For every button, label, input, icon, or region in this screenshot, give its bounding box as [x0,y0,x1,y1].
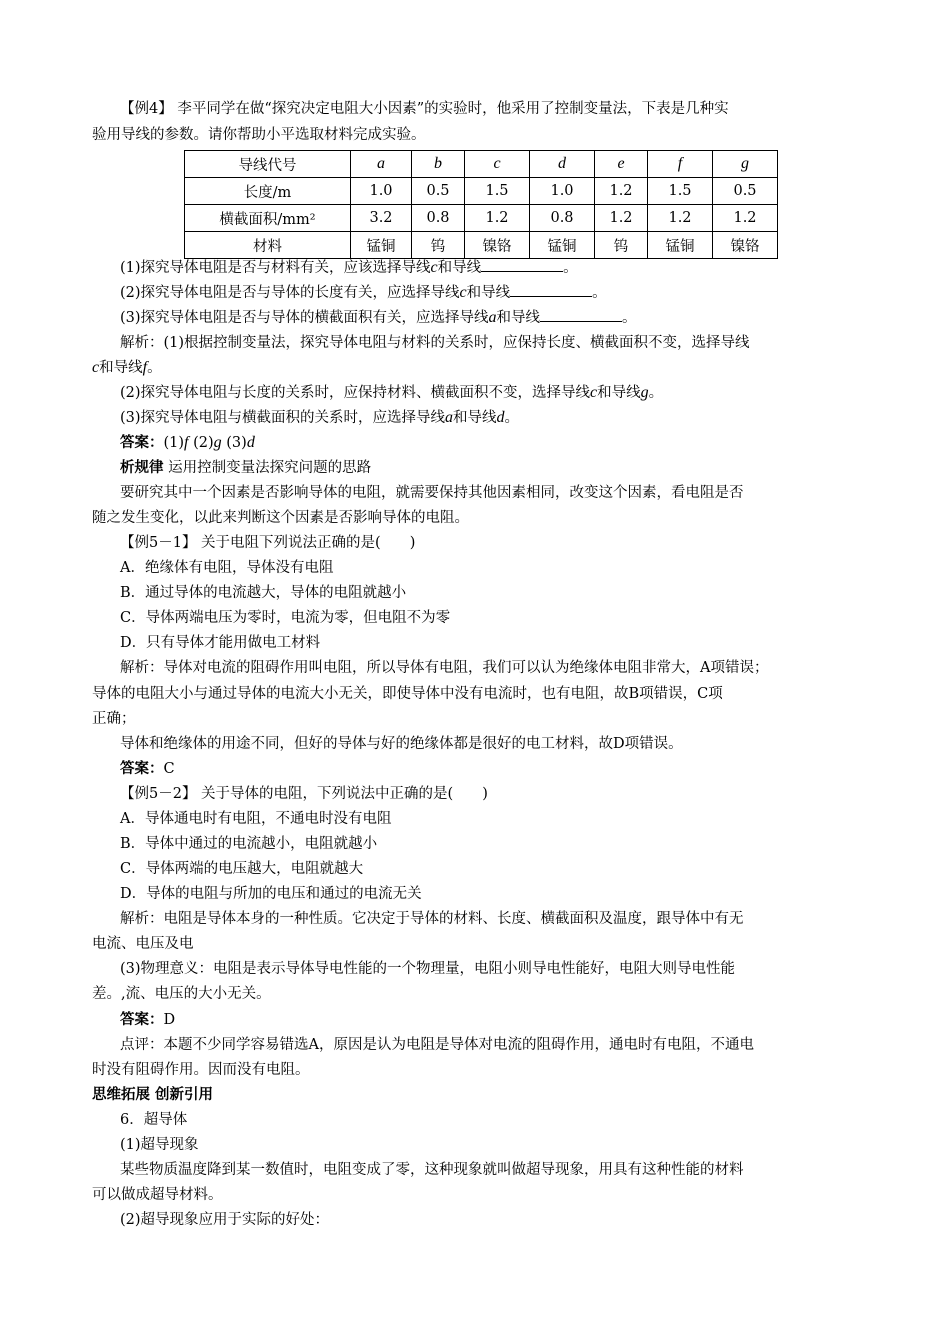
table-cell: 0.5 [713,178,778,205]
answer-blank-3[interactable] [540,307,622,322]
table-cell: 0.8 [412,205,465,232]
example51-analysis-1: 解析：导体对电流的阻碍作用叫电阻，所以导体有电阻，我们可以认为绝缘体电阻非常大，A项错误； [120,660,769,676]
table-cell: c [465,151,530,178]
table-row [185,232,778,259]
extension-item: 6．超导体 [120,1112,188,1128]
example51-answer: 答案：C [120,761,175,777]
example52-stem: 【例5－2】 关于导体的电阻，下列说法中正确的是( ) [120,786,488,802]
table-cell: 1.0 [530,178,595,205]
rule-line2: 随之发生变化，以此来判断这个因素是否影响导体的电阻。 [92,510,469,526]
example51-option-d: D．只有导体才能用做电工材料 [120,635,321,651]
example51-option-a: A．绝缘体有电阻，导体没有电阻 [120,560,334,576]
wire-parameter-table [184,150,778,259]
table-cell: 锰铜 [351,232,412,259]
example51-analysis-3: 正确； [92,711,136,727]
rule-heading: 析规律 运用控制变量法探究问题的思路 [120,460,372,476]
analysis-line1b: c和导线f。 [92,359,162,376]
question-2: (2)探究导体电阻是否与导体的长度有关，应选择导线c和导线 。 [120,284,607,301]
analysis-line2: (2)探究导体电阻与长度的关系时，应保持材料、横截面积不变，选择导线c和导线g。 [120,384,664,401]
table-cell: 1.2 [595,178,648,205]
row-header: 材料 [185,232,351,259]
example52-option-a: A．导体通电时有电阻，不通电时没有电阻 [120,811,392,827]
table-cell: 1.2 [648,205,713,232]
example4-stem-line2: 验用导线的参数。请你帮助小平选取材料完成实验。 [92,127,426,143]
rule-line1: 要研究其中一个因素是否影响导体的电阻，就需要保持其他因素相同，改变这个因素，看电阻是否 [120,485,744,501]
table-cell: a [351,151,412,178]
table-cell: 钨 [595,232,648,259]
table-cell: 1.2 [595,205,648,232]
example4-stem-line1: 【例4】 李平同学在做“探究决定电阻大小因素”的实验时，他采用了控制变量法，下表是几种实 [120,101,729,117]
question-1: (1)探究导体电阻是否与材料有关，应该选择导线c和导线 。 [120,259,578,276]
example51-analysis-2: 导体的电阻大小与通过导体的电流大小无关，即使导体中没有电流时，也有电阻，故B项错误，C项 [92,686,723,702]
example52-answer: 答案：D [120,1012,176,1028]
table-row [185,178,778,205]
table-cell: 钨 [412,232,465,259]
example52-analysis-3: (3)物理意义：电阻是表示导体导电性能的一个物理量，电阻小则导电性能好，电阻大则导电性能 [120,961,736,977]
table-cell: b [412,151,465,178]
example4-answer: 答案：(1)f (2)g (3)d [120,434,255,451]
example52-comment-1: 点评：本题不少同学容易错选A，原因是认为电阻是导体对电流的阻碍作用，通电时有电阻，不通电 [120,1037,754,1053]
table-cell: 0.8 [530,205,595,232]
table-cell: 1.5 [465,178,530,205]
table-cell: 镍铬 [465,232,530,259]
table-cell: 1.0 [351,178,412,205]
extension-heading: 思维拓展 创新引用 [92,1087,214,1103]
row-header: 长度/m [185,178,351,205]
example4-title: 【例4】 [120,101,173,117]
example52-analysis-1: 解析：电阻是导体本身的一种性质。它决定于导体的材料、长度、横截面积及温度，跟导体中有无 [120,911,744,927]
extension-sub2: (2)超导现象应用于实际的好处： [120,1212,330,1228]
example52-analysis-4: 差。,流、电压的大小无关。 [92,986,271,1002]
row-header: 导线代号 [185,151,351,178]
table-row [185,151,778,178]
example52-option-b: B．导体中通过的电流越小，电阻就越小 [120,836,378,852]
row-header: 横截面积/mm² [185,205,351,232]
example51-option-b: B．通过导体的电流越大，导体的电阻就越小 [120,585,407,601]
table-cell: 1.5 [648,178,713,205]
analysis-line1: 解析：(1)根据控制变量法，探究导体电阻与材料的关系时，应保持长度、横截面积不变，选择导线 [120,335,750,351]
table-cell: g [713,151,778,178]
answer-blank-1[interactable] [481,257,563,272]
example52-analysis-2: 电流、电压及电 [92,936,194,952]
question-3: (3)探究导体电阻是否与导体的横截面积有关，应选择导线a和导线 。 [120,309,637,326]
example52-option-d: D．导体的电阻与所加的电压和通过的电流无关 [120,886,422,902]
table-cell: 镍铬 [713,232,778,259]
table-cell: f [648,151,713,178]
table-cell: 1.2 [465,205,530,232]
example52-comment-2: 时没有阻碍作用。因而没有电阻。 [92,1062,310,1078]
table-row [185,205,778,232]
table-cell: 3.2 [351,205,412,232]
answer-blank-2[interactable] [510,282,592,297]
table-cell: 锰铜 [530,232,595,259]
table-cell: d [530,151,595,178]
example51-option-c: C．导体两端电压为零时，电流为零，但电阻不为零 [120,610,451,626]
table-cell: 锰铜 [648,232,713,259]
example52-option-c: C．导体两端的电压越大，电阻就越大 [120,861,364,877]
extension-text1: 某些物质温度降到某一数值时，电阻变成了零，这种现象就叫做超导现象，用具有这种性能的材料 [120,1162,744,1178]
table-cell: e [595,151,648,178]
extension-sub1: (1)超导现象 [120,1137,199,1153]
table-cell: 1.2 [713,205,778,232]
analysis-line3: (3)探究导体电阻与横截面积的关系时，应选择导线a和导线d。 [120,409,520,426]
extension-text2: 可以做成超导材料。 [92,1187,223,1203]
example51-analysis-4: 导体和绝缘体的用途不同，但好的导体与好的绝缘体都是很好的电工材料，故D项错误。 [120,736,683,752]
example51-stem: 【例5－1】 关于电阻下列说法正确的是( ) [120,535,416,551]
table-cell: 0.5 [412,178,465,205]
